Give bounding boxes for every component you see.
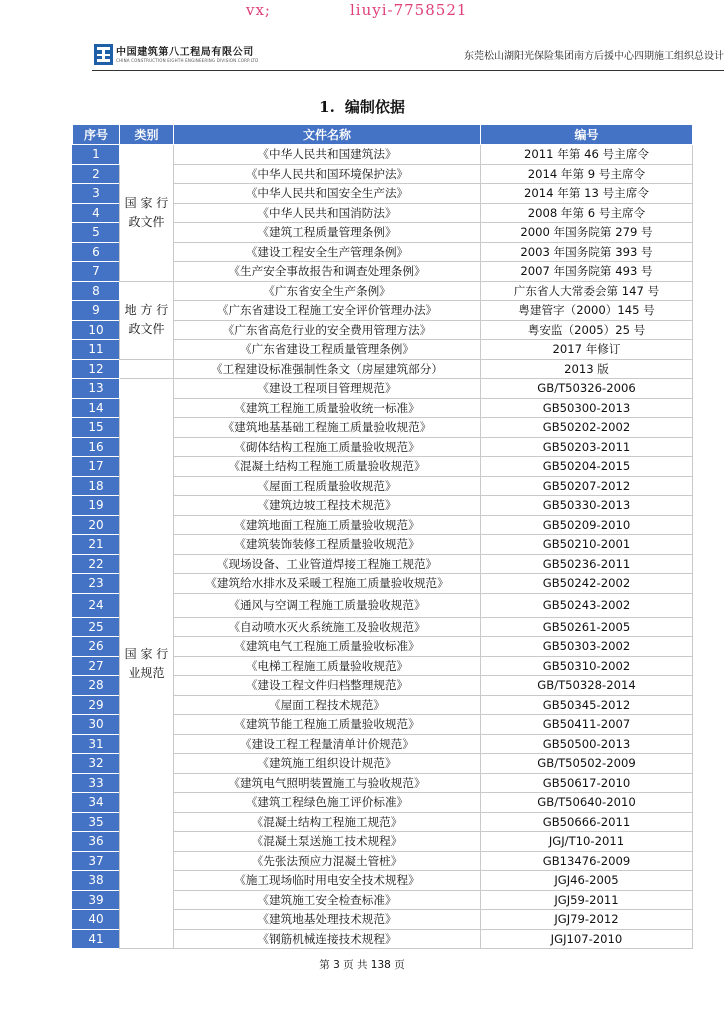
row-code: GB50210-2001: [481, 535, 693, 555]
row-seq: 3: [73, 184, 120, 204]
row-seq: 37: [73, 851, 120, 871]
row-doc-name: 《施工现场临时用电安全技术规程》: [174, 871, 481, 891]
row-code: JGJ107-2010: [481, 929, 693, 949]
row-seq: 26: [73, 637, 120, 657]
row-seq: 40: [73, 910, 120, 930]
row-code: GB50204-2015: [481, 457, 693, 477]
row-code: 广东省人大常委会第 147 号: [481, 281, 693, 301]
row-seq: 30: [73, 715, 120, 735]
row-seq: 21: [73, 535, 120, 555]
row-seq: 33: [73, 773, 120, 793]
watermark: [0, 0, 724, 24]
page-footer: 第 3 页 共 138 页: [319, 959, 405, 971]
section-number: 1.: [319, 98, 335, 116]
row-seq: 1: [73, 145, 120, 165]
row-code: GB50345-2012: [481, 695, 693, 715]
row-seq: 22: [73, 554, 120, 574]
row-code: 2007 年国务院第 493 号: [481, 262, 693, 282]
row-doc-name: 《工程建设标准强制性条文（房屋建筑部分）: [174, 359, 481, 379]
row-seq: 24: [73, 593, 120, 617]
row-seq: 36: [73, 832, 120, 852]
row-doc-name: 《屋面工程质量验收规范》: [174, 476, 481, 496]
company-name-english: CHINA CONSTRUCTION EIGHTH ENGINEERING DIVISION.CORP.LTD: [116, 58, 259, 63]
row-seq: 17: [73, 457, 120, 477]
row-doc-name: 《建设工程文件归档整理规范》: [174, 676, 481, 696]
row-doc-name: 《混凝土泵送施工技术规程》: [174, 832, 481, 852]
row-code: GB50261-2005: [481, 617, 693, 637]
row-code: GB50242-2002: [481, 574, 693, 594]
row-code: GB50243-2002: [481, 593, 693, 617]
row-doc-name: 《建筑电气照明装置施工与验收规范》: [174, 773, 481, 793]
row-seq: 32: [73, 754, 120, 774]
row-seq: 14: [73, 398, 120, 418]
row-code: GB50303-2002: [481, 637, 693, 657]
row-code: GB50411-2007: [481, 715, 693, 735]
row-category: 国 家 行 政文件: [120, 145, 174, 282]
row-doc-name: 《建筑工程绿色施工评价标准》: [174, 793, 481, 813]
row-seq: 38: [73, 871, 120, 891]
row-code: GB50666-2011: [481, 812, 693, 832]
row-code: GB/T50328-2014: [481, 676, 693, 696]
row-doc-name: 《屋面工程技术规范》: [174, 695, 481, 715]
row-seq: 16: [73, 437, 120, 457]
row-seq: 7: [73, 262, 120, 282]
row-seq: 6: [73, 242, 120, 262]
row-doc-name: 《建筑给水排水及采暖工程施工质量验收规范》: [174, 574, 481, 594]
row-seq: 29: [73, 695, 120, 715]
row-code: GB50202-2002: [481, 418, 693, 438]
row-doc-name: 《建筑工程施工质量验收统一标准》: [174, 398, 481, 418]
row-seq: 12: [73, 359, 120, 379]
table-row: [73, 145, 693, 165]
row-code: GB50330-2013: [481, 496, 693, 516]
row-code: 2014 年第 13 号主席令: [481, 184, 693, 204]
row-seq: 9: [73, 301, 120, 321]
row-doc-name: 《广东省高危行业的安全费用管理方法》: [174, 320, 481, 340]
header-seq: 序号: [73, 125, 120, 145]
section-heading: [0, 96, 724, 117]
row-doc-name: 《广东省安全生产条例》: [174, 281, 481, 301]
row-seq: 20: [73, 515, 120, 535]
document-title: 东莞松山湖阳光保险集团南方后援中心四期施工组织总设计: [464, 51, 724, 62]
row-seq: 23: [73, 574, 120, 594]
row-seq: 2: [73, 164, 120, 184]
table-body: [73, 145, 693, 949]
row-category: 国 家 行 业规范: [120, 379, 174, 949]
row-code: GB50207-2012: [481, 476, 693, 496]
row-doc-name: 《建设工程安全生产管理条例》: [174, 242, 481, 262]
table-row: [73, 281, 693, 301]
row-doc-name: 《现场设备、工业管道焊接工程施工规范》: [174, 554, 481, 574]
row-code: GB/T50640-2010: [481, 793, 693, 813]
watermark-right: liuyi-7758521: [350, 1, 468, 19]
row-code: GB50300-2013: [481, 398, 693, 418]
row-doc-name: 《混凝土结构工程施工规范》: [174, 812, 481, 832]
row-doc-name: 《中华人民共和国环境保护法》: [174, 164, 481, 184]
company-name: 中国建筑第八工程局有限公司: [116, 47, 254, 58]
row-doc-name: 《建设工程工程量清单计价规范》: [174, 734, 481, 754]
row-code: GB13476-2009: [481, 851, 693, 871]
row-doc-name: 《建筑装饰装修工程质量验收规范》: [174, 535, 481, 555]
row-code: 2008 年第 6 号主席令: [481, 203, 693, 223]
row-code: 2003 年国务院第 393 号: [481, 242, 693, 262]
header-doc-name: 文件名称: [174, 125, 481, 145]
header-code: 编号: [481, 125, 693, 145]
section-title: 编制依据: [344, 98, 405, 116]
row-doc-name: 《建筑电气工程施工质量验收标准》: [174, 637, 481, 657]
page-header: [92, 40, 724, 71]
row-code: 2000 年国务院第 279 号: [481, 223, 693, 243]
row-code: GB/T50502-2009: [481, 754, 693, 774]
row-code: GB/T50326-2006: [481, 379, 693, 399]
row-code: GB50500-2013: [481, 734, 693, 754]
row-code: GB50310-2002: [481, 656, 693, 676]
row-code: GB50203-2011: [481, 437, 693, 457]
table-row: [73, 359, 693, 379]
row-code: 粤安监（2005）25 号: [481, 320, 693, 340]
row-doc-name: 《建设工程项目管理规范》: [174, 379, 481, 399]
row-doc-name: 《建筑地基基础工程施工质量验收规范》: [174, 418, 481, 438]
row-doc-name: 《通风与空调工程施工质量验收规范》: [174, 593, 481, 617]
row-doc-name: 《混凝土结构工程施工质量验收规范》: [174, 457, 481, 477]
row-code: 2011 年第 46 号主席令: [481, 145, 693, 165]
row-seq: 31: [73, 734, 120, 754]
row-category: 地 方 行 政文件: [120, 281, 174, 359]
row-doc-name: 《建筑施工安全检查标准》: [174, 890, 481, 910]
row-doc-name: 《中华人民共和国建筑法》: [174, 145, 481, 165]
header-category: 类别: [120, 125, 174, 145]
row-code: JGJ46-2005: [481, 871, 693, 891]
row-seq: 15: [73, 418, 120, 438]
row-seq: 34: [73, 793, 120, 813]
table-row: [73, 379, 693, 399]
row-code: 2014 年第 9 号主席令: [481, 164, 693, 184]
row-code: JGJ79-2012: [481, 910, 693, 930]
row-code: GB50617-2010: [481, 773, 693, 793]
row-doc-name: 《砌体结构工程施工质量验收规范》: [174, 437, 481, 457]
row-doc-name: 《中华人民共和国消防法》: [174, 203, 481, 223]
table-header-row: [73, 125, 693, 145]
row-doc-name: 《自动喷水灭火系统施工及验收规范》: [174, 617, 481, 637]
row-doc-name: 《建筑地面工程施工质量验收规范》: [174, 515, 481, 535]
row-seq: 28: [73, 676, 120, 696]
row-code: 粤建管字（2000）145 号: [481, 301, 693, 321]
row-seq: 19: [73, 496, 120, 516]
row-seq: 35: [73, 812, 120, 832]
row-seq: 8: [73, 281, 120, 301]
row-code: JGJ/T10-2011: [481, 832, 693, 852]
row-code: GB50209-2010: [481, 515, 693, 535]
row-seq: 11: [73, 340, 120, 360]
row-seq: 13: [73, 379, 120, 399]
row-seq: 41: [73, 929, 120, 949]
row-doc-name: 《电梯工程施工质量验收规范》: [174, 656, 481, 676]
row-doc-name: 《广东省建设工程质量管理条例》: [174, 340, 481, 360]
row-seq: 18: [73, 476, 120, 496]
row-code: 2013 版: [481, 359, 693, 379]
row-seq: 27: [73, 656, 120, 676]
row-doc-name: 《广东省建设工程施工安全评价管理办法》: [174, 301, 481, 321]
row-seq: 39: [73, 890, 120, 910]
row-seq: 25: [73, 617, 120, 637]
row-code: GB50236-2011: [481, 554, 693, 574]
row-doc-name: 《钢筋机械连接技术规程》: [174, 929, 481, 949]
watermark-left: vx;: [246, 1, 271, 19]
row-doc-name: 《先张法预应力混凝土管桩》: [174, 851, 481, 871]
row-doc-name: 《中华人民共和国安全生产法》: [174, 184, 481, 204]
row-category: [120, 359, 174, 379]
row-doc-name: 《建筑节能工程施工质量验收规范》: [174, 715, 481, 735]
row-doc-name: 《建筑工程质量管理条例》: [174, 223, 481, 243]
row-doc-name: 《建筑边坡工程技术规范》: [174, 496, 481, 516]
row-code: JGJ59-2011: [481, 890, 693, 910]
company-logo-icon: [94, 44, 113, 65]
row-doc-name: 《建筑地基处理技术规范》: [174, 910, 481, 930]
row-doc-name: 《建筑施工组织设计规范》: [174, 754, 481, 774]
row-code: 2017 年修订: [481, 340, 693, 360]
row-seq: 5: [73, 223, 120, 243]
basis-table: [72, 124, 693, 949]
row-seq: 10: [73, 320, 120, 340]
row-seq: 4: [73, 203, 120, 223]
row-doc-name: 《生产安全事故报告和调查处理条例》: [174, 262, 481, 282]
